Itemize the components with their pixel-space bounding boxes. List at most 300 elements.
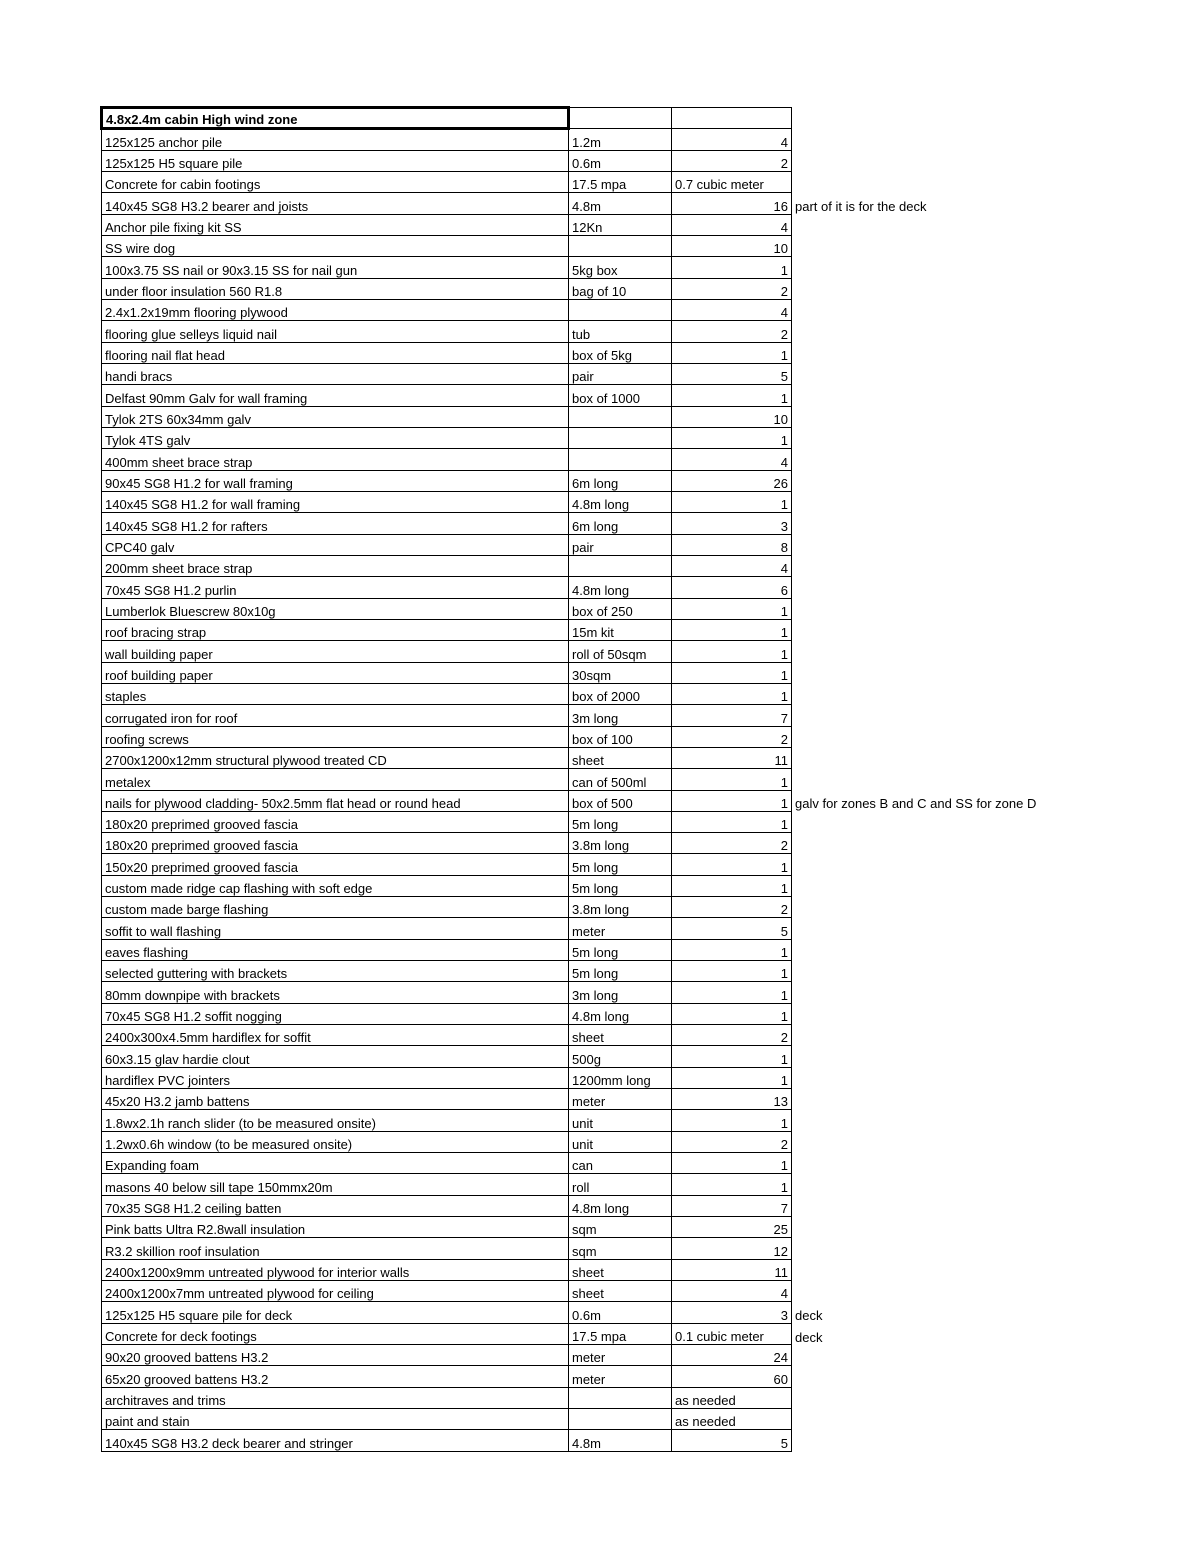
item-note	[792, 129, 1192, 150]
item-note	[792, 833, 1192, 854]
item-description: paint and stain	[102, 1409, 569, 1430]
item-description: 140x45 SG8 H3.2 bearer and joists	[102, 193, 569, 214]
item-note	[792, 235, 1192, 256]
item-note	[792, 363, 1192, 384]
item-description: 125x125 H5 square pile	[102, 150, 569, 171]
item-quantity: 2	[672, 833, 792, 854]
item-unit: 6m long	[569, 470, 672, 491]
item-unit: sqm	[569, 1238, 672, 1259]
item-note	[792, 171, 1192, 192]
item-description: wall building paper	[102, 641, 569, 662]
item-description: 2700x1200x12mm structural plywood treated CD	[102, 747, 569, 768]
item-unit	[569, 427, 672, 448]
table-row	[102, 342, 1192, 363]
item-quantity: 26	[672, 470, 792, 491]
table-row	[102, 619, 1192, 640]
item-note	[792, 726, 1192, 747]
item-note	[792, 1387, 1192, 1408]
table-row	[102, 790, 1192, 811]
item-quantity: 2	[672, 278, 792, 299]
item-note	[792, 406, 1192, 427]
table-row	[102, 235, 1192, 256]
item-unit: pair	[569, 363, 672, 384]
item-unit: can of 500ml	[569, 769, 672, 790]
item-note	[792, 577, 1192, 598]
item-unit: 4.8m	[569, 1430, 672, 1451]
item-note	[792, 982, 1192, 1003]
materials-table-body	[102, 108, 1192, 1452]
table-row	[102, 1409, 1192, 1430]
table-row	[102, 1238, 1192, 1259]
table-row	[102, 555, 1192, 576]
item-description: 90x20 grooved battens H3.2	[102, 1345, 569, 1366]
item-note	[792, 299, 1192, 320]
item-quantity: 5	[672, 1430, 792, 1451]
item-unit: 4.8m long	[569, 1195, 672, 1216]
table-row	[102, 1046, 1192, 1067]
item-unit: box of 2000	[569, 683, 672, 704]
item-quantity: 13	[672, 1089, 792, 1110]
item-unit: 17.5 mpa	[569, 1323, 672, 1344]
item-note	[792, 491, 1192, 512]
item-note	[792, 769, 1192, 790]
item-quantity: as needed	[672, 1409, 792, 1430]
item-note	[792, 1409, 1192, 1430]
item-description: Tylok 4TS galv	[102, 427, 569, 448]
item-quantity: 1	[672, 641, 792, 662]
table-row	[102, 1387, 1192, 1408]
item-description: Lumberlok Bluescrew 80x10g	[102, 598, 569, 619]
table-row	[102, 577, 1192, 598]
item-note	[792, 278, 1192, 299]
item-description: corrugated iron for roof	[102, 705, 569, 726]
table-row	[102, 491, 1192, 512]
item-note	[792, 1110, 1192, 1131]
item-description: 100x3.75 SS nail or 90x3.15 SS for nail gun	[102, 257, 569, 278]
item-note: galv for zones B and C and SS for zone D	[795, 796, 1037, 812]
item-description: roof bracing strap	[102, 619, 569, 640]
item-unit: roll of 50sqm	[569, 641, 672, 662]
item-note	[792, 470, 1192, 491]
item-quantity: 25	[672, 1217, 792, 1238]
item-quantity: 1	[672, 961, 792, 982]
item-note	[792, 1067, 1192, 1088]
item-note	[792, 214, 1192, 235]
item-note	[792, 939, 1192, 960]
item-quantity: 1	[672, 662, 792, 683]
item-unit: 17.5 mpa	[569, 171, 672, 192]
item-description: 150x20 preprimed grooved fascia	[102, 854, 569, 875]
item-quantity: 11	[672, 747, 792, 768]
item-quantity: as needed	[672, 1387, 792, 1408]
table-row	[102, 1110, 1192, 1131]
item-quantity: 1	[672, 982, 792, 1003]
item-note	[792, 342, 1192, 363]
item-description: staples	[102, 683, 569, 704]
item-note	[792, 641, 1192, 662]
table-row	[102, 1067, 1192, 1088]
item-description: custom made ridge cap flashing with soft edge	[102, 875, 569, 896]
item-quantity: 2	[672, 321, 792, 342]
item-unit: sheet	[569, 1259, 672, 1280]
item-description: Pink batts Ultra R2.8wall insulation	[102, 1217, 569, 1238]
item-quantity: 24	[672, 1345, 792, 1366]
item-note: deck	[795, 1329, 823, 1345]
item-quantity: 7	[672, 705, 792, 726]
item-quantity: 1	[672, 257, 792, 278]
item-quantity: 1	[672, 769, 792, 790]
table-row	[102, 1302, 1192, 1323]
item-unit: 5m long	[569, 961, 672, 982]
table-row	[102, 1281, 1192, 1302]
item-quantity: 1	[672, 1003, 792, 1024]
table-row	[102, 470, 1192, 491]
item-unit	[569, 449, 672, 470]
item-quantity: 1	[672, 491, 792, 512]
item-quantity: 2	[672, 726, 792, 747]
item-note	[792, 108, 1192, 129]
table-row	[102, 129, 1192, 150]
item-note	[792, 662, 1192, 683]
table-row	[102, 257, 1192, 278]
table-row	[102, 1430, 1192, 1451]
table-row	[102, 1217, 1192, 1238]
item-quantity: 2	[672, 1131, 792, 1152]
item-description: 200mm sheet brace strap	[102, 555, 569, 576]
item-description: 140x45 SG8 H3.2 deck bearer and stringer	[102, 1430, 569, 1451]
item-description: metalex	[102, 769, 569, 790]
item-description: roof building paper	[102, 662, 569, 683]
table-row	[102, 982, 1192, 1003]
item-unit: can	[569, 1153, 672, 1174]
item-quantity: 4	[672, 555, 792, 576]
table-row	[102, 363, 1192, 384]
item-quantity: 1	[672, 854, 792, 875]
item-note	[792, 385, 1192, 406]
item-unit	[569, 555, 672, 576]
item-description: masons 40 below sill tape 150mmx20m	[102, 1174, 569, 1195]
item-unit	[569, 406, 672, 427]
item-unit: roll	[569, 1174, 672, 1195]
item-quantity: 1	[672, 811, 792, 832]
item-note	[792, 449, 1192, 470]
sheet-title: 4.8x2.4m cabin High wind zone	[102, 108, 569, 129]
table-row	[102, 662, 1192, 683]
table-row	[102, 683, 1192, 704]
table-row	[102, 1003, 1192, 1024]
item-unit: sheet	[569, 747, 672, 768]
item-description: selected guttering with brackets	[102, 961, 569, 982]
table-row	[102, 1174, 1192, 1195]
item-quantity: 10	[672, 235, 792, 256]
item-unit: unit	[569, 1110, 672, 1131]
item-description: 180x20 preprimed grooved fascia	[102, 811, 569, 832]
item-unit: 5m long	[569, 939, 672, 960]
item-unit: sheet	[569, 1281, 672, 1302]
item-description: under floor insulation 560 R1.8	[102, 278, 569, 299]
item-description: flooring glue selleys liquid nail	[102, 321, 569, 342]
item-description: Anchor pile fixing kit SS	[102, 214, 569, 235]
item-quantity: 11	[672, 1259, 792, 1280]
item-note	[792, 427, 1192, 448]
item-quantity: 12	[672, 1238, 792, 1259]
item-quantity: 1	[672, 790, 792, 811]
item-quantity: 1	[672, 427, 792, 448]
table-row	[102, 1323, 1192, 1344]
item-description: SS wire dog	[102, 235, 569, 256]
item-note	[792, 1131, 1192, 1152]
table-row	[102, 1089, 1192, 1110]
item-description: 2400x300x4.5mm hardiflex for soffit	[102, 1025, 569, 1046]
item-note	[792, 1217, 1192, 1238]
item-quantity: 2	[672, 897, 792, 918]
item-note	[792, 321, 1192, 342]
item-note	[792, 534, 1192, 555]
table-row	[102, 598, 1192, 619]
item-description: eaves flashing	[102, 939, 569, 960]
item-description: 125x125 H5 square pile for deck	[102, 1302, 569, 1323]
item-unit	[569, 1387, 672, 1408]
table-row	[102, 961, 1192, 982]
item-unit	[569, 108, 672, 129]
materials-table	[100, 106, 1192, 1452]
item-description: Concrete for deck footings	[102, 1323, 569, 1344]
item-quantity: 3	[672, 1302, 792, 1323]
table-row	[102, 406, 1192, 427]
item-quantity: 16	[672, 193, 792, 214]
item-description: 60x3.15 glav hardie clout	[102, 1046, 569, 1067]
item-description: flooring nail flat head	[102, 342, 569, 363]
item-unit: 5m long	[569, 811, 672, 832]
item-quantity: 1	[672, 385, 792, 406]
item-description: handi bracs	[102, 363, 569, 384]
item-unit: box of 250	[569, 598, 672, 619]
item-quantity: 4	[672, 214, 792, 235]
item-note: part of it is for the deck	[795, 199, 927, 215]
item-unit: 15m kit	[569, 619, 672, 640]
item-unit: 12Kn	[569, 214, 672, 235]
item-note	[792, 811, 1192, 832]
item-note	[792, 598, 1192, 619]
table-row	[102, 278, 1192, 299]
item-quantity: 2	[672, 150, 792, 171]
item-quantity	[672, 108, 792, 129]
table-row	[102, 1131, 1192, 1152]
item-unit: 3.8m long	[569, 833, 672, 854]
item-description: 70x45 SG8 H1.2 purlin	[102, 577, 569, 598]
item-quantity: 2	[672, 1025, 792, 1046]
item-note	[792, 747, 1192, 768]
table-row	[102, 854, 1192, 875]
table-row	[102, 833, 1192, 854]
item-note	[792, 1259, 1192, 1280]
item-unit: 4.8m long	[569, 1003, 672, 1024]
item-unit: sqm	[569, 1217, 672, 1238]
item-description: R3.2 skillion roof insulation	[102, 1238, 569, 1259]
item-note	[792, 555, 1192, 576]
item-quantity: 1	[672, 1046, 792, 1067]
item-description: nails for plywood cladding- 50x2.5mm flat head or round head	[102, 790, 569, 811]
item-note	[792, 1153, 1192, 1174]
item-note	[792, 683, 1192, 704]
item-quantity: 1	[672, 875, 792, 896]
item-description: Delfast 90mm Galv for wall framing	[102, 385, 569, 406]
table-row	[102, 1025, 1192, 1046]
item-unit: unit	[569, 1131, 672, 1152]
item-quantity: 4	[672, 1281, 792, 1302]
item-description: 80mm downpipe with brackets	[102, 982, 569, 1003]
item-description: 125x125 anchor pile	[102, 129, 569, 150]
table-row	[102, 705, 1192, 726]
table-row	[102, 534, 1192, 555]
item-note	[792, 1025, 1192, 1046]
item-unit: sheet	[569, 1025, 672, 1046]
item-description: 2400x1200x7mm untreated plywood for ceiling	[102, 1281, 569, 1302]
item-description: Concrete for cabin footings	[102, 171, 569, 192]
item-note	[792, 150, 1192, 171]
item-quantity: 1	[672, 939, 792, 960]
item-unit	[569, 299, 672, 320]
item-quantity: 5	[672, 363, 792, 384]
item-note	[792, 1238, 1192, 1259]
item-note	[792, 1345, 1192, 1366]
item-unit: 3m long	[569, 705, 672, 726]
item-unit: box of 500	[569, 790, 672, 811]
item-quantity: 60	[672, 1366, 792, 1387]
item-unit: 30sqm	[569, 662, 672, 683]
item-unit: meter	[569, 918, 672, 939]
item-note	[792, 257, 1192, 278]
item-quantity: 1	[672, 1110, 792, 1131]
table-row	[102, 811, 1192, 832]
item-note	[792, 1430, 1192, 1451]
item-quantity: 1	[672, 598, 792, 619]
table-row	[102, 747, 1192, 768]
table-row	[102, 1366, 1192, 1387]
table-row	[102, 449, 1192, 470]
table-row	[102, 150, 1192, 171]
item-unit: 5m long	[569, 854, 672, 875]
table-row	[102, 1195, 1192, 1216]
item-unit: 4.8m long	[569, 577, 672, 598]
item-note: deck	[795, 1308, 823, 1324]
item-description: 1.2wx0.6h window (to be measured onsite)	[102, 1131, 569, 1152]
item-description: 2.4x1.2x19mm flooring plywood	[102, 299, 569, 320]
table-row	[102, 1345, 1192, 1366]
item-quantity: 10	[672, 406, 792, 427]
table-row	[102, 385, 1192, 406]
item-quantity: 1	[672, 619, 792, 640]
table-row	[102, 193, 1192, 214]
item-description: 2400x1200x9mm untreated plywood for interior walls	[102, 1259, 569, 1280]
item-description: soffit to wall flashing	[102, 918, 569, 939]
item-description: custom made barge flashing	[102, 897, 569, 918]
item-note	[792, 513, 1192, 534]
table-row	[102, 641, 1192, 662]
item-description: 70x35 SG8 H1.2 ceiling batten	[102, 1195, 569, 1216]
item-quantity: 1	[672, 342, 792, 363]
item-unit: 4.8m	[569, 193, 672, 214]
item-unit	[569, 1409, 672, 1430]
item-quantity: 8	[672, 534, 792, 555]
item-unit: 1.2m	[569, 129, 672, 150]
item-quantity: 3	[672, 513, 792, 534]
item-quantity: 4	[672, 449, 792, 470]
table-title-row	[102, 108, 1192, 129]
item-note	[792, 1281, 1192, 1302]
table-row	[102, 897, 1192, 918]
item-description: 45x20 H3.2 jamb battens	[102, 1089, 569, 1110]
table-row	[102, 171, 1192, 192]
table-row	[102, 1153, 1192, 1174]
item-note	[792, 705, 1192, 726]
item-description: 70x45 SG8 H1.2 soffit nogging	[102, 1003, 569, 1024]
item-note	[792, 918, 1192, 939]
item-description: Tylok 2TS 60x34mm galv	[102, 406, 569, 427]
table-row	[102, 1259, 1192, 1280]
table-row	[102, 769, 1192, 790]
item-note	[792, 1089, 1192, 1110]
item-note	[792, 1174, 1192, 1195]
item-unit: meter	[569, 1089, 672, 1110]
table-row	[102, 321, 1192, 342]
item-quantity: 6	[672, 577, 792, 598]
item-unit: 3.8m long	[569, 897, 672, 918]
item-description: 180x20 preprimed grooved fascia	[102, 833, 569, 854]
item-quantity: 4	[672, 299, 792, 320]
item-note	[792, 961, 1192, 982]
table-row	[102, 513, 1192, 534]
item-unit: 0.6m	[569, 150, 672, 171]
item-description: 1.8wx2.1h ranch slider (to be measured onsite)	[102, 1110, 569, 1131]
item-note	[792, 619, 1192, 640]
item-quantity: 1	[672, 683, 792, 704]
item-unit: pair	[569, 534, 672, 555]
item-quantity: 1	[672, 1174, 792, 1195]
item-description: Expanding foam	[102, 1153, 569, 1174]
table-row	[102, 875, 1192, 896]
item-quantity: 1	[672, 1153, 792, 1174]
table-row	[102, 918, 1192, 939]
item-description: hardiflex PVC jointers	[102, 1067, 569, 1088]
item-note	[792, 897, 1192, 918]
item-note	[792, 1366, 1192, 1387]
item-note	[792, 1046, 1192, 1067]
item-unit: bag of 10	[569, 278, 672, 299]
item-unit: 1200mm long	[569, 1067, 672, 1088]
item-unit: meter	[569, 1345, 672, 1366]
item-unit: box of 5kg	[569, 342, 672, 363]
item-unit: 500g	[569, 1046, 672, 1067]
item-description: 140x45 SG8 H1.2 for wall framing	[102, 491, 569, 512]
item-unit: 4.8m long	[569, 491, 672, 512]
item-unit: 0.6m	[569, 1302, 672, 1323]
item-unit: box of 1000	[569, 385, 672, 406]
item-unit	[569, 235, 672, 256]
item-quantity: 7	[672, 1195, 792, 1216]
item-unit: meter	[569, 1366, 672, 1387]
item-note	[792, 1003, 1192, 1024]
table-row	[102, 427, 1192, 448]
item-description: 140x45 SG8 H1.2 for rafters	[102, 513, 569, 534]
item-note	[792, 854, 1192, 875]
item-unit: 5kg box	[569, 257, 672, 278]
item-description: roofing screws	[102, 726, 569, 747]
item-description: 400mm sheet brace strap	[102, 449, 569, 470]
item-unit: box of 100	[569, 726, 672, 747]
table-row	[102, 939, 1192, 960]
item-description: CPC40 galv	[102, 534, 569, 555]
